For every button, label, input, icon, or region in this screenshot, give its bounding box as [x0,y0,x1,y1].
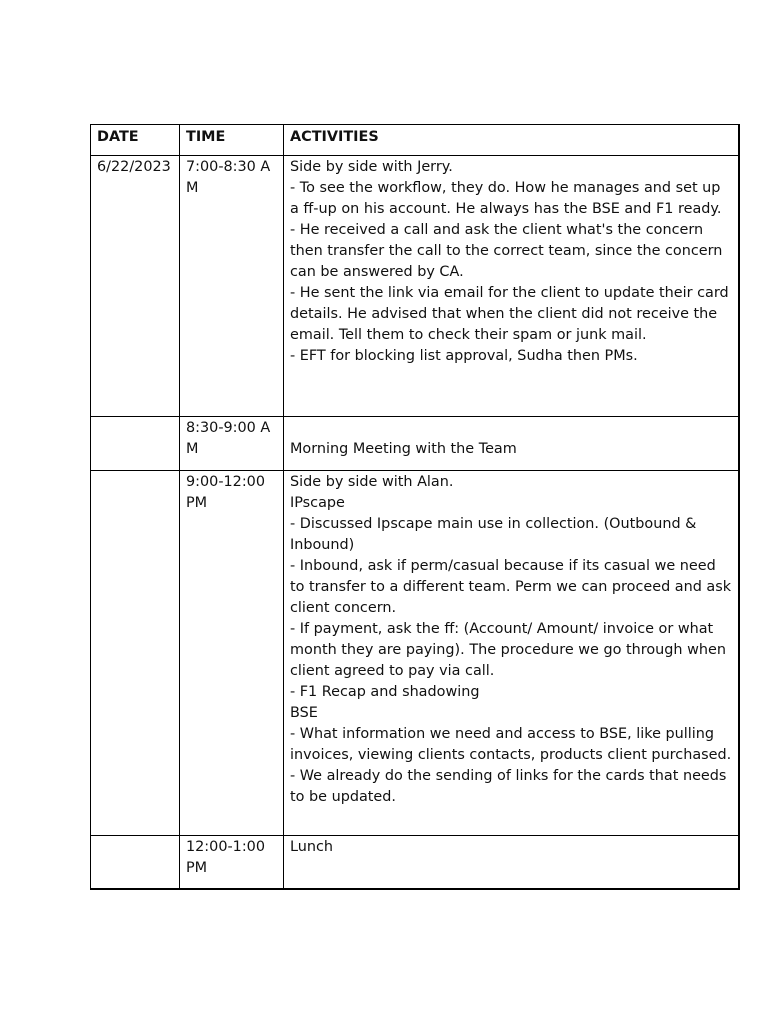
activity-line: - EFT for blocking list approval, Sudha then PMs. [290,348,638,364]
time-cell: 8:30-9:00 AM [180,417,284,471]
date-cell [91,471,180,836]
activity-line: - F1 Recap and shadowing [290,684,480,700]
activity-line: Side by side with Jerry. [290,159,453,175]
table-row [91,836,739,889]
activity-line: - He sent the link via email for the client to update their card details. He advised that when the client did not receive the email. Tell them to check their spam or junk mail. [290,285,729,343]
time-cell: 9:00-12:00 PM [180,471,284,836]
table-row [91,471,739,836]
activity-line: BSE [290,705,318,721]
activity-line: - Inbound, ask if perm/casual because if its casual we need to transfer to a different team. Perm we can proceed and ask client concern. [290,558,732,616]
activity-line: - Discussed Ipscape main use in collection. (Outbound & Inbound) [290,516,697,553]
header-time: TIME [180,125,284,156]
activity-line: - We already do the sending of links for the cards that needs to be updated. [290,768,727,805]
table-row [91,417,739,471]
activities-cell [284,836,739,889]
activities-cell [284,156,739,417]
blank-line [290,418,732,439]
header-date: DATE [91,125,180,156]
activity-line: Side by side with Alan. [290,474,454,490]
date-cell [91,836,180,889]
activity-line: - If payment, ask the ff: (Account/ Amount/ invoice or what month they are paying). The procedure we go through when client agreed to pay via call. [290,621,726,679]
date-cell [91,417,180,471]
activity-line: Morning Meeting with the Team [290,441,517,457]
activity-line: - He received a call and ask the client what's the concern then transfer the call to the correct team, since the concern can be answered by CA. [290,222,723,280]
header-row [91,125,739,156]
activity-line: - What information we need and access to BSE, like pulling invoices, viewing clients contacts, products client purchased. [290,726,732,763]
activity-line: Lunch [290,839,334,855]
time-cell: 7:00-8:30 AM [180,156,284,417]
header-activities: ACTIVITIES [284,125,739,156]
time-cell: 12:00-1:00 PM [180,836,284,889]
activity-line: - To see the workflow, they do. How he manages and set up a ff-up on his account. He always has the BSE and F1 ready. [290,180,722,217]
activity-log-table [90,124,740,890]
date-cell: 6/22/2023 [91,156,180,417]
activities-cell [284,471,739,836]
table-row [91,156,739,417]
activity-line: IPscape [290,495,345,511]
activities-cell [284,417,739,471]
